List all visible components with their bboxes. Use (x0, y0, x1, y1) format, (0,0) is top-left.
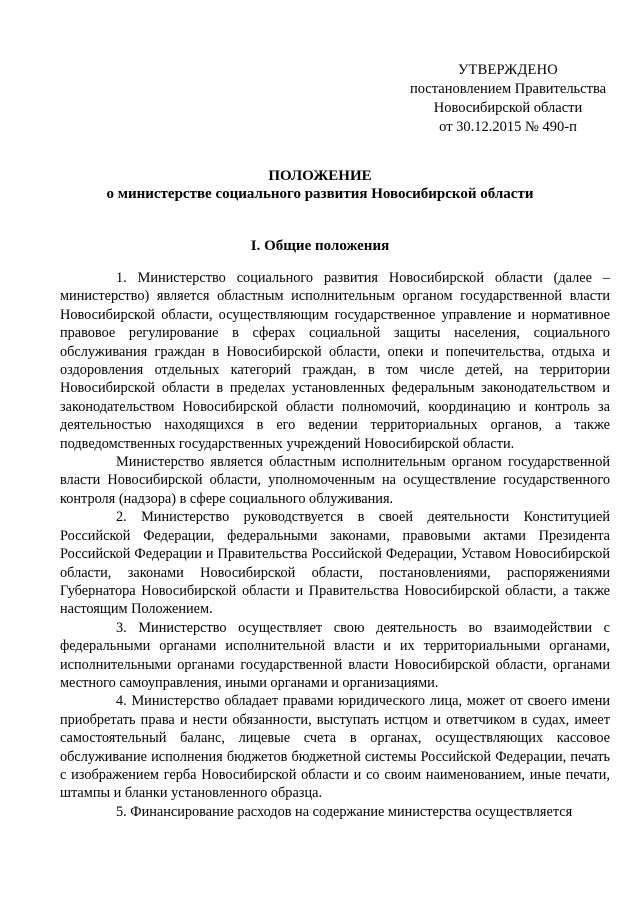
approval-title: УТВЕРЖДЕНО (458, 62, 558, 78)
document-subtitle: о министерстве социального развития Новосибирской области (106, 186, 534, 202)
approval-line-1: постановлением Правительства (409, 81, 607, 97)
paragraph-5: 5. Финансирование расходов на содержание министерства осуществляется (116, 803, 573, 820)
paragraph-2: 2. Министерство руководствуется в своей деятельности Конституцией Российской Федерации, федеральными законами, правовыми актами Президента Российской Федерации и Правительства Российской Федерации, Уставом Новосибирской области, законами Новосибирской области, постановлениями, распоряжениями Губернатора Новосибирской области и Правительства Новосибирской области, а также настоящим Положением. (60, 509, 610, 618)
approval-stamp (395, 61, 621, 137)
document-title: ПОЛОЖЕНИЕ (268, 168, 372, 184)
document-body (60, 269, 610, 821)
section-heading: I. Общие положения (250, 238, 390, 254)
paragraph-4: 4. Министерство обладает правами юридического лица, может от своего имени приобретать права и нести обязанности, выступать истцом и ответчиком в судах, имеет самостоятельный баланс, лицевые счета в органах, осуществляющих кассовое обслуживание исполнения бюджетов бюджетной системы Российской Федерации, печать с изображением герба Новосибирской области и со своим наименованием, иные печати, штампы и бланки установленного образца. (60, 693, 610, 802)
paragraph-1: 1. Министерство социального развития Новосибирской области (далее – министерство) является областным исполнительным органом государственной власти Новосибирской области, осуществляющим государственное управление и нормативное правовое регулирование в сферах социальной защиты населения, социального обслуживания граждан в Новосибирской области, опеки и попечительства, отдыха и оздоровления отдельных категорий граждан, в том числе детей, на территории Новосибирской области в пределах установленных федеральным законодательством и законодательством Новосибирской области полномочий, координацию и контроль за деятельностью находящихся в его ведении территориальных органов, а также подведомственных государственных учреждений Новосибирской области. (60, 270, 610, 452)
paragraph-1-continued: Министерство является областным исполнительным органом государственной власти Новосибирской области, уполномоченным на осуществление государственного контроля (надзора) в сфере социального облуживания. (60, 454, 610, 507)
approval-line-2: Новосибирской области (433, 100, 583, 116)
paragraph-3: 3. Министерство осуществляет свою деятельность во взаимодействии с федеральными органами исполнительной власти и их территориальными органами, исполнительными органами государственной власти Новосибирской области, органами местного самоуправления, иными органами и организациями. (60, 619, 610, 691)
approval-line-3: от 30.12.2015 № 490-п (439, 119, 577, 135)
